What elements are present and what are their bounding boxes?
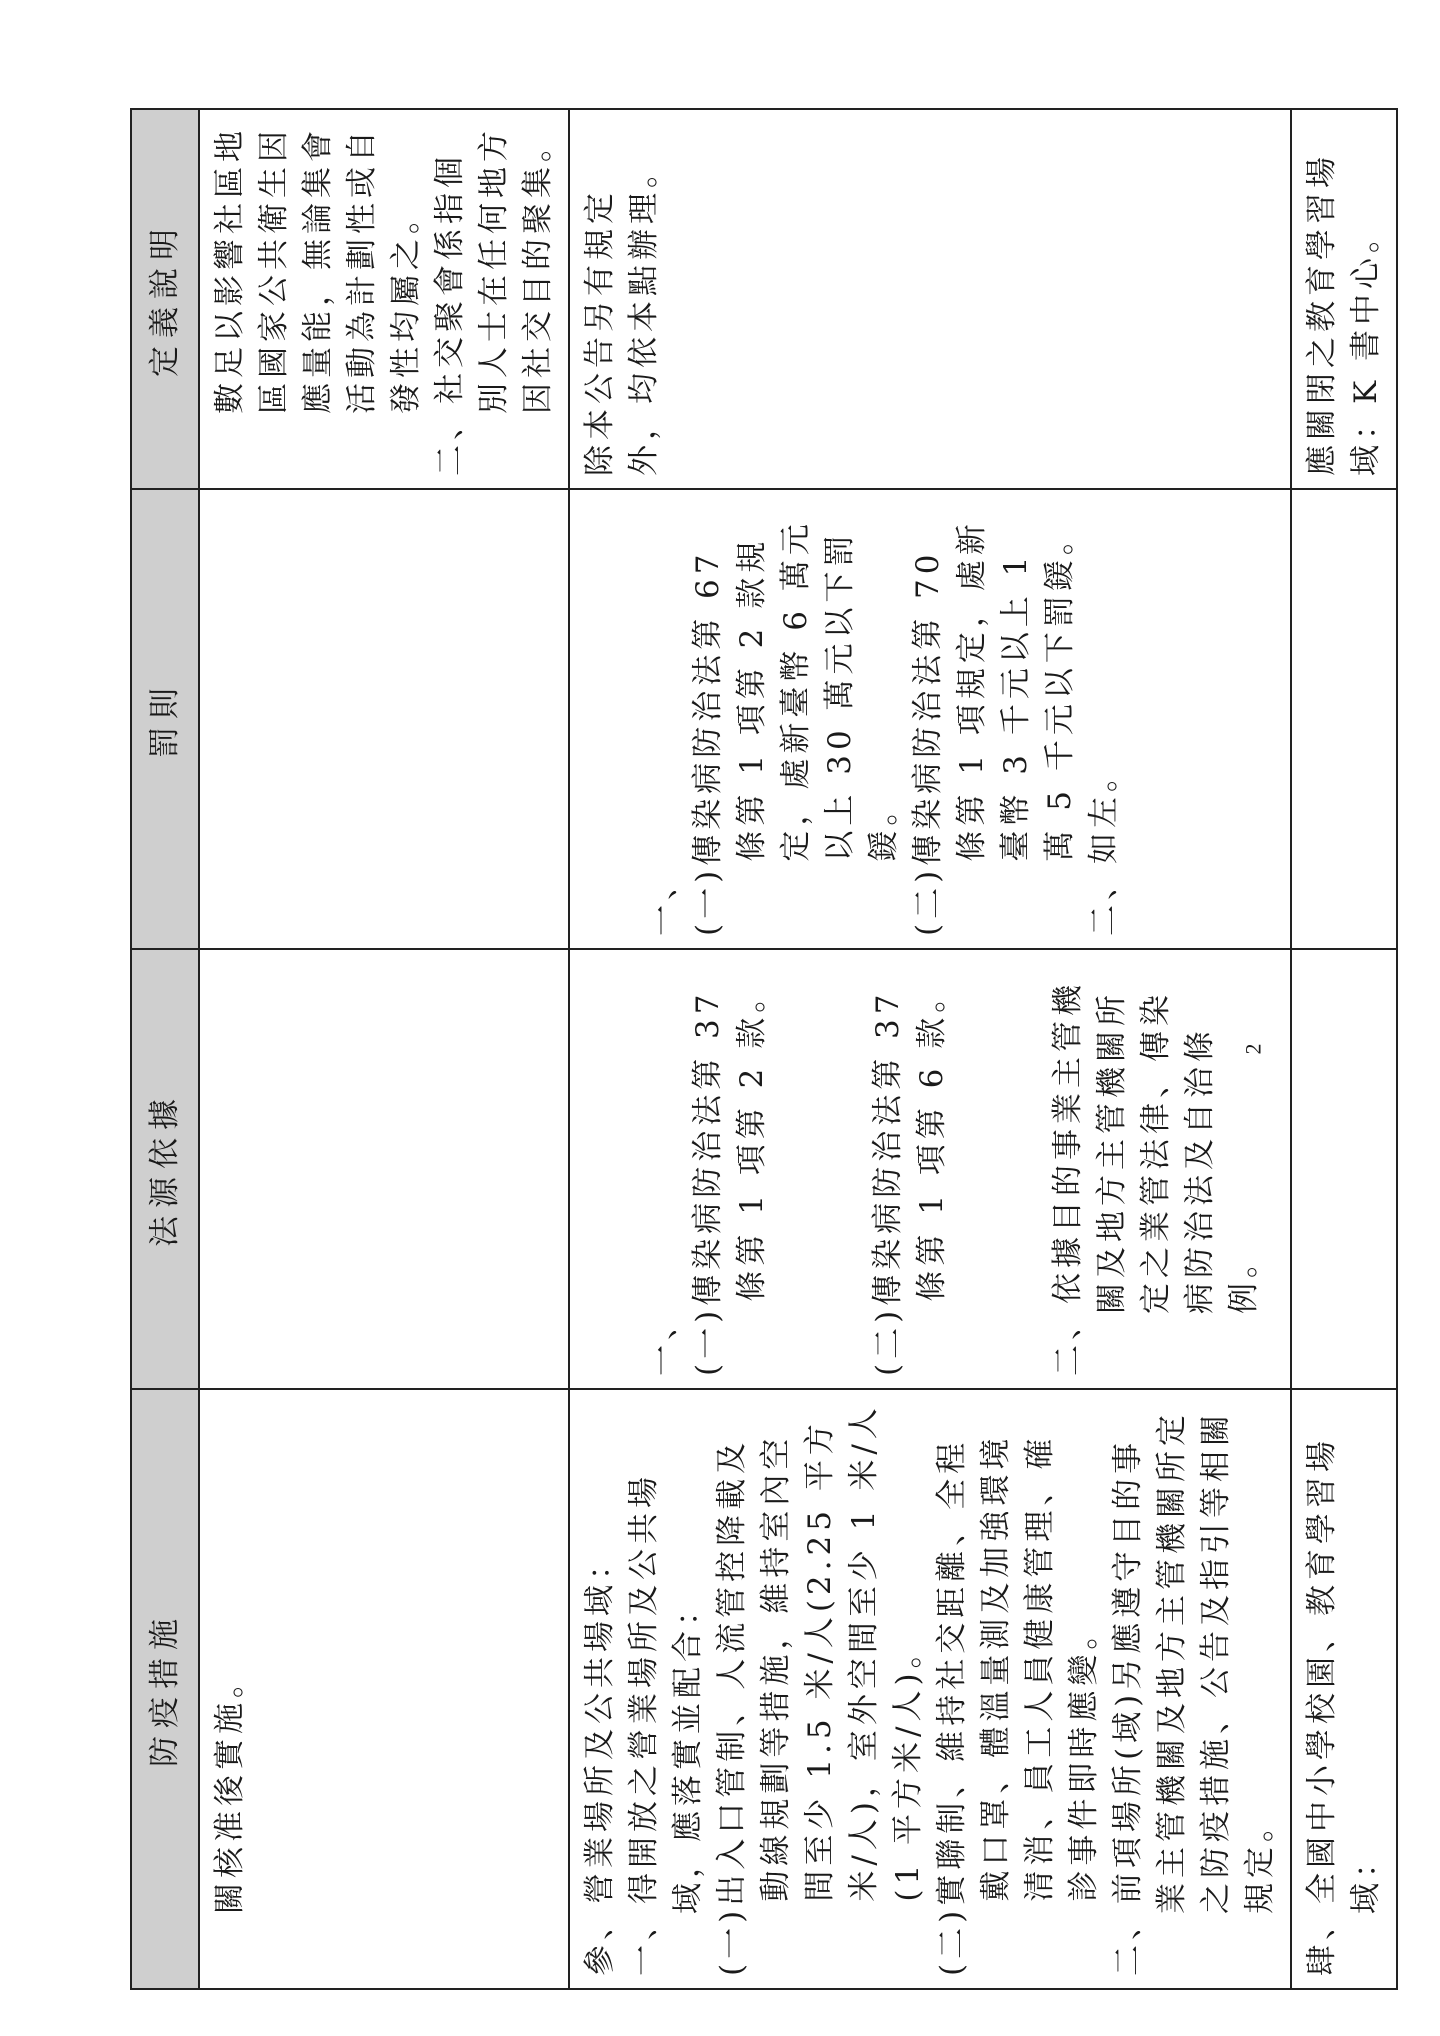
list-item: (一)出入口管制、人流管控降載及動線規劃等措施，維持室內空間至少 1.5 米/人(2.25 平方米/人)，室外空間至少 1 米/人(1 平方米/人)。 [714, 1403, 927, 1976]
section-title: 肆、全國中小學校園、教育學習場域： [1304, 1436, 1385, 1976]
list-item: 二、依據目的事業主管機關及地方主管機關所定之業管法律、傳染病防治法及自治條例。 [1050, 980, 1263, 1376]
row3-measures [1291, 1389, 1397, 1989]
list-item: (二)傳染病防治法第 37 條第 1 項第 6 款。 [870, 976, 951, 1376]
page-number: 2 [1240, 1043, 1266, 1055]
rotated-page [130, 110, 1385, 1990]
list-item: 一、 [646, 864, 683, 936]
header-definition: 定義說明 [131, 109, 199, 489]
list-item: 二、前項場所(域)另應遵守目的事業主管機關及地方主管機關所定之防疫措施、公告及指引等相關規定。 [1110, 1410, 1279, 1976]
regulation-table [130, 108, 1398, 1990]
measures-text: 關核准後實施。 [212, 1662, 248, 1914]
header-penalty: 罰則 [131, 489, 199, 949]
row1-legal-basis [199, 949, 569, 1389]
list-item: (一)傳染病防治法第 67 條第 1 項第 2 款規定，處新臺幣 6 萬元以上 30 萬元以下罰鍰。 [690, 519, 903, 936]
row1-penalty [199, 489, 569, 949]
row1-definition [199, 109, 569, 489]
header-measures: 防疫措施 [131, 1389, 199, 1989]
table-row [199, 109, 569, 1989]
table-row [569, 109, 1291, 1989]
row2-penalty [569, 489, 1291, 949]
row3-legal-basis [1291, 949, 1397, 1389]
list-item: 一、得開放之營業場所及公共場域，應落實並配合： [626, 1472, 707, 1976]
definition-text: 數足以影響社區地區國家公共衛生因應量能，無論集會活動為計劃性或自發性均屬之。 [212, 126, 425, 414]
table-row [1291, 109, 1397, 1989]
definition-text: 二、社交聚會係指個別人士在任何地方因社交目的聚集。 [432, 126, 557, 476]
list-item: (二)實聯制、維持社交距離、全程戴口罩、體溫量測及加強環境清消、員工人員健康管理、確診事件即時應變。 [934, 1433, 1103, 1976]
section-title: 參、營業場所及公共場域： [582, 1544, 619, 1976]
header-legal-basis: 法源依據 [131, 949, 199, 1389]
row2-measures [569, 1389, 1291, 1989]
row2-definition [569, 109, 1291, 489]
row1-measures [199, 1389, 569, 1989]
header-row [131, 109, 199, 1989]
row3-penalty [1291, 489, 1397, 949]
definition-text: 除本公告另有規定外，均依本點辦理。 [582, 152, 663, 476]
definition-text: 應關閉之教育學習場域：K 書中心。 [1304, 152, 1385, 476]
row2-legal-basis [569, 949, 1291, 1389]
list-item: 二、如左。 [1086, 756, 1123, 936]
list-item: 一、 [646, 1304, 683, 1376]
list-item: (二)傳染病防治法第 70 條第 1 項規定，處新臺幣 3 千元以上 1 萬 5 千元以下罰鍰。 [910, 519, 1079, 936]
list-item: (一)傳染病防治法第 37 條第 1 項第 2 款。 [690, 976, 771, 1376]
row3-definition [1291, 109, 1397, 489]
